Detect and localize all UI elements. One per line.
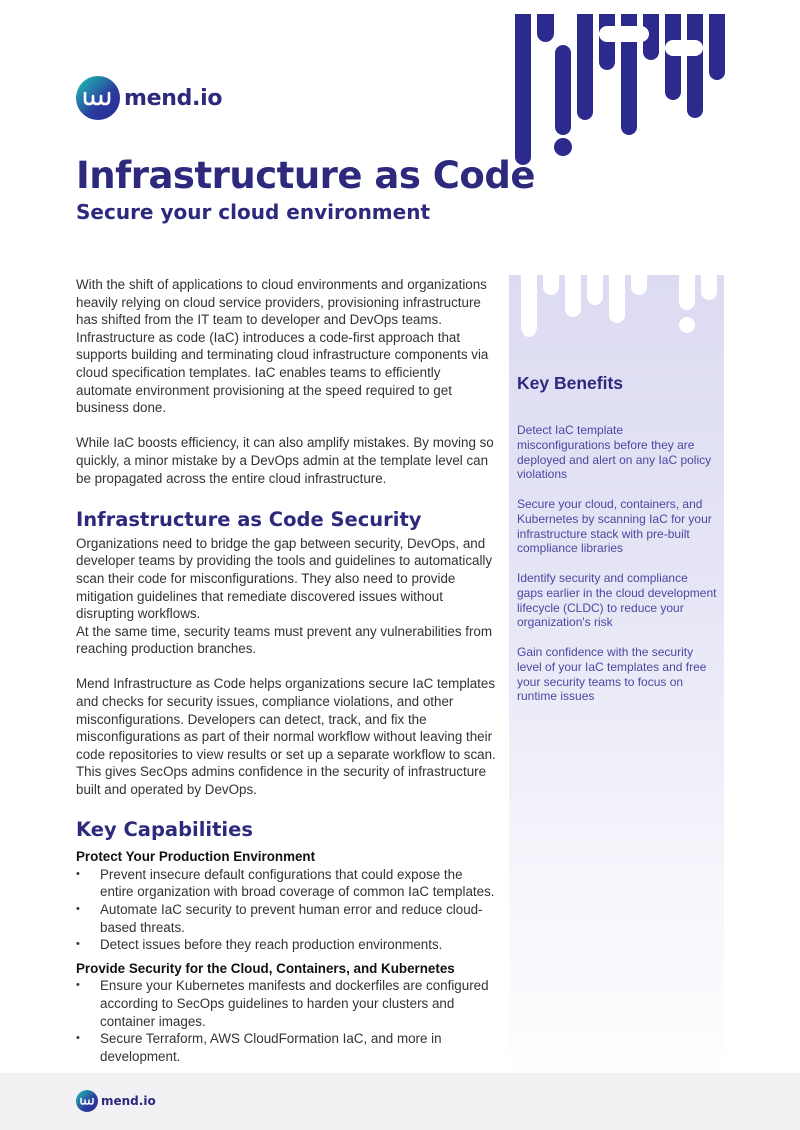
list-item: • Ensure your Kubernetes manifests and dockerfiles are configured according to SecOps guidelines to harden your clusters and container images. [76, 977, 496, 1030]
mend-logo-icon [76, 76, 120, 120]
list-item: • Secure Terraform, AWS CloudFormation IaC, and more in development. [76, 1030, 496, 1065]
capability-list [76, 977, 496, 1065]
benefit-item: Identify security and compliance gaps earlier in the cloud development lifecycle (CLDC) to reduce your organization's risk [517, 570, 717, 630]
footer-logo [76, 1090, 156, 1112]
brand-name: mend.io [124, 85, 223, 111]
drip-decoration [509, 275, 724, 365]
footer-brand-name: mend.io [101, 1094, 156, 1108]
intro-paragraph: With the shift of applications to cloud environments and organizations heavily relying on cloud service providers, provisioning infrastructure has shifted from the IT team to developer and DevOps teams. Infrastructure as code (IaC) introduces a code-first approach that supports building and terminating cloud infrastructure components via cloud specification templates. IaC enables teams to efficiently automate environment provisioning at the speed required to get business done. [76, 277, 489, 416]
capability-group-title: Provide Security for the Cloud, Containers, and Kubernetes [76, 960, 455, 976]
drip-decoration [515, 0, 725, 170]
security-heading: Infrastructure as Code Security [76, 508, 422, 532]
intro-paragraph: While IaC boosts efficiency, it can also amplify mistakes. By moving so quickly, a minor mistake by a DevOps admin at the template level can be propagated across the entire cloud infrastructure. [76, 435, 494, 486]
capability-group-title: Protect Your Production Environment [76, 849, 316, 865]
benefits-list [517, 423, 717, 719]
capability-list [76, 866, 496, 954]
key-benefits-sidebar [509, 275, 724, 1090]
security-paragraph: Mend Infrastructure as Code helps organizations secure IaC templates and checks for security issues, compliance violations, and other misconfigurations. Developers can detect, track, and fix the misconfigurations as part of their normal workflow without leaving their code repositories to view results or set up a separate workflow to scan. This gives SecOps admins confidence in the security of infrastructure built and operated by DevOps. [76, 676, 496, 798]
benefit-item: Detect IaC template misconfigurations before they are deployed and alert on any IaC policy violations [517, 423, 712, 482]
capabilities-heading: Key Capabilities [76, 817, 253, 841]
main-content [76, 276, 496, 1065]
list-item: • Automate IaC security to prevent human error and reduce cloud-based threats. [76, 901, 496, 936]
security-paragraph: Organizations need to bridge the gap between security, DevOps, and developer teams by providing the tools and guidelines to automatically scan their code for misconfigurations. They also need to provide mitigation guidelines that remediate discovered issues without disrupting workflows. [76, 535, 493, 622]
page-title: Infrastructure as Code [76, 154, 535, 197]
benefit-item: Gain confidence with the security level of your IaC templates and free your security teams to focus on runtime issues [517, 644, 707, 704]
benefit-item: Secure your cloud, containers, and Kubernetes by scanning IaC for your infrastructure stack with pre-built compliance libraries [517, 496, 712, 556]
page-subtitle: Secure your cloud environment [76, 200, 431, 224]
list-item: • Detect issues before they reach production environments. [76, 936, 496, 954]
brand-logo [76, 76, 222, 120]
security-paragraph: At the same time, security teams must prevent any vulnerabilities from reaching production branches. [76, 623, 493, 657]
benefits-heading: Key Benefits [517, 373, 624, 393]
mend-logo-icon [76, 1090, 98, 1112]
list-item: • Prevent insecure default configurations that could expose the entire organization with broad coverage of common IaC templates. [76, 866, 496, 901]
